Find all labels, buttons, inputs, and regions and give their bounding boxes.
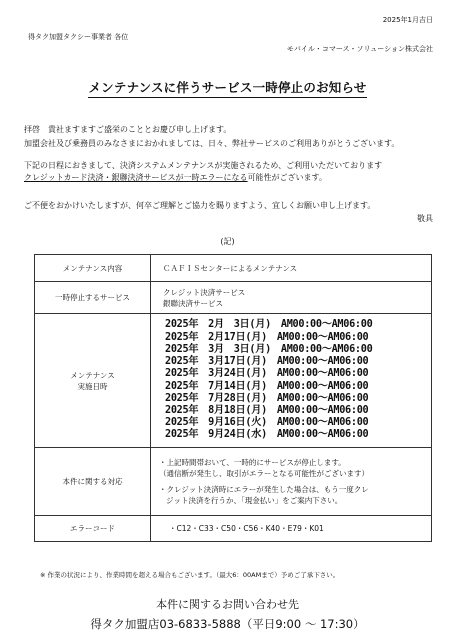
service-item: 銀聯決済サービス	[163, 298, 223, 308]
schedule-item: 2025年 2月 3日(月) AM00:00～AM06:00	[165, 319, 373, 331]
table-row-response	[35, 448, 432, 516]
ki-marker: (記)	[220, 237, 235, 246]
table-row-content	[35, 255, 432, 282]
response-note: ・上記時間帯おいて、一時的にサービスが停止します。	[159, 458, 346, 467]
schedule-item: 2025年 2月17日(月) AM00:00～AM06:00	[165, 331, 369, 343]
contact-phone: 得タク加盟店03-6833-5888（平日9:00 ～ 17:30）	[90, 617, 365, 631]
label-schedule-line: メンテナンス	[70, 370, 115, 380]
value-error-codes: ・C12・C33・C50・C56・K40・E79・K01	[151, 516, 432, 542]
closing: 敬具	[417, 214, 433, 223]
notice-line-1: 下記の日程におきまして、決済システムメンテナンスが実施されるため、ご利用いただいております	[24, 161, 383, 170]
label-error-codes: エラーコード	[35, 516, 151, 542]
label-suspended-services: 一時停止するサービス	[35, 282, 151, 314]
response-note: （通信断が発生し、取引がエラーとなる可能性がございます）	[159, 469, 369, 478]
document-title	[0, 78, 455, 96]
value-suspended-services	[151, 282, 432, 314]
table-row-schedule	[35, 314, 432, 448]
schedule-item: 2025年 3月24日(月) AM00:00～AM06:00	[165, 368, 369, 380]
table-row-services	[35, 282, 432, 314]
schedule-item: 2025年 3月17日(月) AM00:00～AM06:00	[165, 356, 369, 368]
label-maintenance-content: メンテナンス内容	[35, 255, 151, 282]
contact-heading: 本件に関するお問い合わせ先	[156, 598, 299, 611]
maintenance-table	[34, 254, 432, 542]
notice-paragraph	[24, 160, 435, 184]
notice-line-2	[24, 172, 435, 184]
service-item: クレジット決済サービス	[163, 287, 246, 297]
thanks-paragraph: 加盟会社及び乗務員のみなさまにおかれましては、日々、弊社サービスのご利用ありがとうございます。	[24, 139, 400, 148]
schedule-item: 2025年 8月18日(月) AM00:00～AM06:00	[165, 404, 369, 416]
response-note: ・クレジット決済時にエラーが発生した場合は、もう一度クレ	[159, 485, 369, 494]
issue-date: 2025年1月吉日	[382, 16, 433, 24]
footnote: ※ 作業の状況により、作業時間を超える場合もございます。（最大6：00AMまで）予めご了承下さい。	[40, 571, 340, 579]
schedule-item: 2025年 9月16日(火) AM00:00～AM06:00	[165, 417, 369, 429]
label-response: 本件に関する対応	[35, 448, 151, 516]
value-maintenance-content: ＣＡＦＩＳセンターによるメンテナンス	[151, 255, 432, 282]
schedule-list	[151, 314, 432, 448]
schedule-item: 2025年 7月28日(月) AM00:00～AM06:00	[165, 392, 369, 404]
label-schedule	[35, 314, 151, 448]
sender-company: モバイル・コマース・ソリューション株式会社	[286, 45, 433, 53]
notice-underlined: クレジットカード決済・銀聯決済サービスが一時エラーになる	[24, 173, 248, 182]
apology-paragraph: ご不便をおかけいたしますが、何卒ご理解とご協力を賜りますよう、宜しくお願い申し上げます。	[24, 201, 376, 210]
schedule-item: 2025年 3月 3日(月) AM00:00～AM06:00	[165, 343, 373, 355]
recipient: 得タク加盟タクシー事業者 各位	[28, 33, 129, 41]
document-title-text: メンテナンスに伴うサービス一時停止のお知らせ	[88, 80, 366, 98]
schedule-item: 2025年 9月24日(水) AM00:00～AM06:00	[165, 429, 369, 441]
notice-rest: 可能性がございます。	[247, 173, 327, 182]
response-notes	[151, 448, 432, 516]
schedule-item: 2025年 7月14日(月) AM00:00～AM06:00	[165, 380, 369, 392]
label-schedule-line: 実施日時	[77, 381, 108, 391]
table-row-error-codes	[35, 516, 432, 542]
response-note: ジット決済を行うか、「現金払い」をご案内下さい。	[166, 496, 343, 505]
greeting: 拝啓 貴社ますますご盛栄のこととお慶び申し上げます。	[24, 125, 232, 134]
